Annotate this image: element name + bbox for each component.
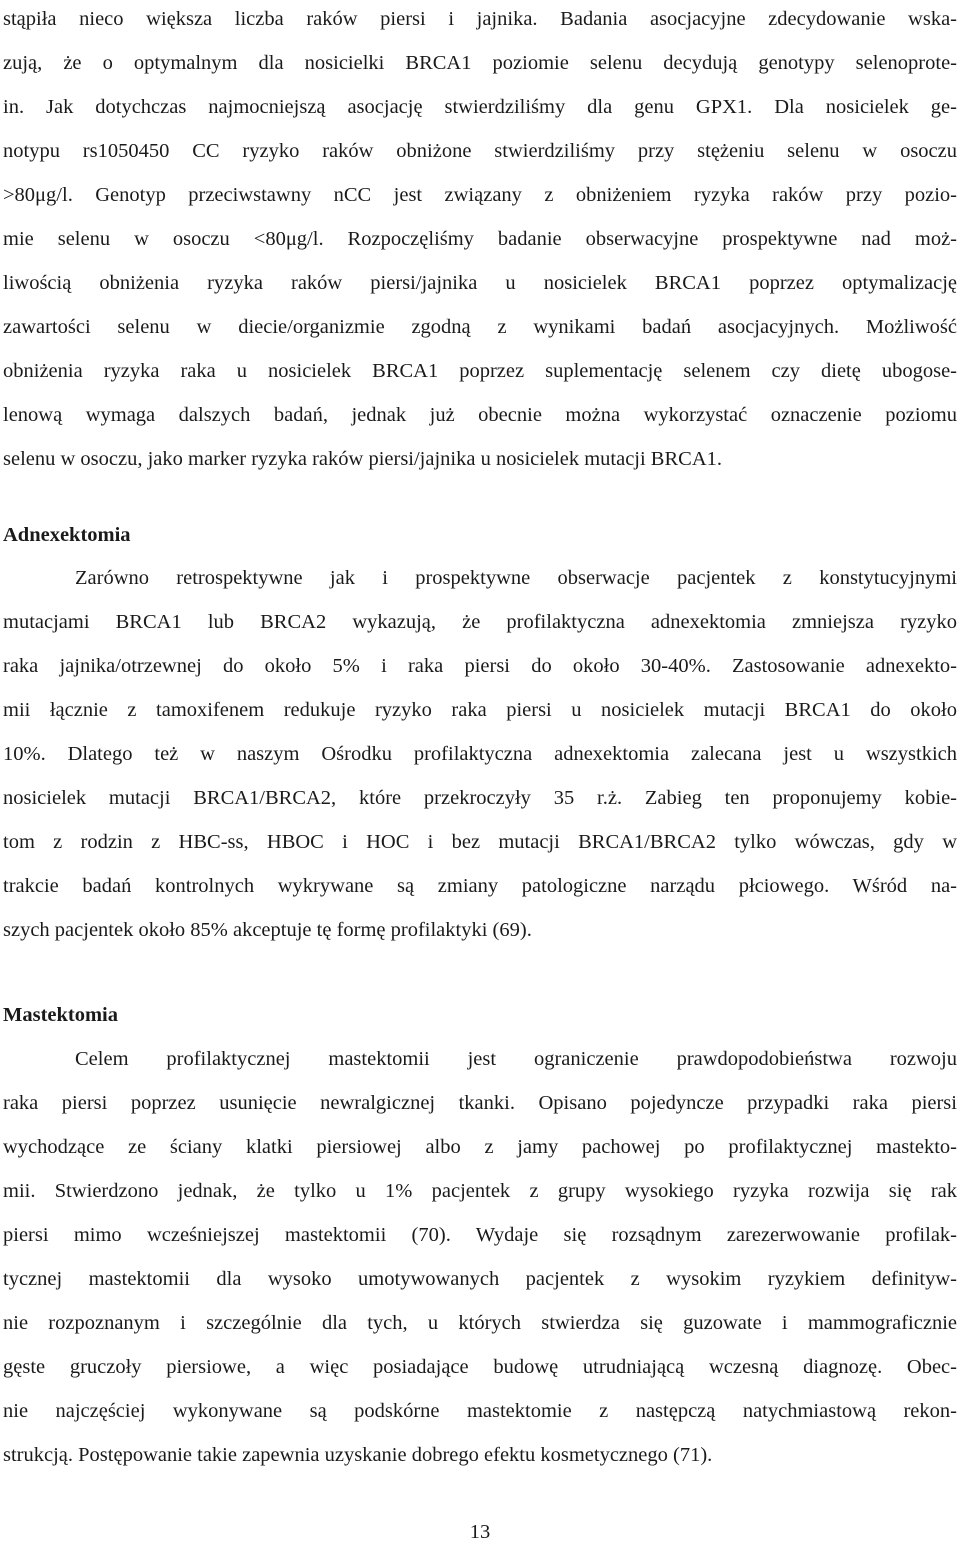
text-line: gęste gruczoły piersiowe, a więc posiadające budowę utrudniającą wczesną diagnozę. Obec- [3, 1356, 957, 1378]
text-line: wychodzące ze ściany klatki piersiowej albo z jamy pachowej po profilaktycznej mastekto- [3, 1136, 957, 1158]
text-line: trakcie badań kontrolnych wykrywane są zmiany patologiczne narządu płciowego. Wśród na- [3, 875, 957, 897]
text-line: in. Jak dotychczas najmocniejszą asocjację stwierdziliśmy dla genu GPX1. Dla nosicielek ge- [3, 96, 957, 118]
text-line: obniżenia ryzyka raka u nosicielek BRCA1 poprzez suplementację selenem czy dietę ubogose- [3, 360, 957, 382]
text-line: stąpiła nieco większa liczba raków piersi i jajnika. Badania asocjacyjne zdecydowanie wska- [3, 8, 957, 30]
section-heading: Mastektomia [3, 1004, 119, 1026]
page-number: 13 [469, 1521, 491, 1543]
text-line: zują, że o optymalnym dla nosicielki BRCA1 poziomie selenu decydują genotypy selenoprote- [3, 52, 957, 74]
text-line: mii łącznie z tamoxifenem redukuje ryzyko raka piersi u nosicielek mutacji BRCA1 do około [3, 699, 957, 721]
text-line: mii. Stwierdzono jednak, że tylko u 1% pacjentek z grupy wysokiego ryzyka rozwija się rak [3, 1180, 957, 1202]
text-line: Celem profilaktycznej mastektomii jest ograniczenie prawdopodobieństwa rozwoju [75, 1048, 957, 1070]
text-line: piersi mimo wcześniejszej mastektomii (70). Wydaje się rozsądnym zarezerwowanie profilak- [3, 1224, 957, 1246]
text-line: Zarówno retrospektywne jak i prospektywne obserwacje pacjentek z konstytucyjnymi [75, 567, 957, 589]
text-line: raka jajnika/otrzewnej do około 5% i raka piersi do około 30-40%. Zastosowanie adnexekto- [3, 655, 957, 677]
text-line: liwością obniżenia ryzyka raków piersi/jajnika u nosicielek BRCA1 poprzez optymalizację [3, 272, 957, 294]
text-line: mie selenu w osoczu <80μg/l. Rozpoczęliśmy badanie obserwacyjne prospektywne nad moż- [3, 228, 957, 250]
text-line: selenu w osoczu, jako marker ryzyka raków piersi/jajnika u nosicielek mutacji BRCA1. [3, 448, 723, 470]
text-line: nie rozpoznanym i szczególnie dla tych, u których stwierdza się guzowate i mammograficznie [3, 1312, 957, 1334]
text-line: zawartości selenu w diecie/organizmie zgodną z wynikami badań asocjacyjnych. Możliwość [3, 316, 957, 338]
text-line: szych pacjentek około 85% akceptuje tę formę profilaktyki (69). [3, 919, 532, 941]
text-line: mutacjami BRCA1 lub BRCA2 wykazują, że profilaktyczna adnexektomia zmniejsza ryzyko [3, 611, 957, 633]
text-line: nosicielek mutacji BRCA1/BRCA2, które przekroczyły 35 r.ż. Zabieg ten proponujemy kobie- [3, 787, 957, 809]
text-line: >80μg/l. Genotyp przeciwstawny nCC jest związany z obniżeniem ryzyka raków przy pozio- [3, 184, 957, 206]
text-line: lenową wymaga dalszych badań, jednak już obecnie można wykorzystać oznaczenie poziomu [3, 404, 957, 426]
text-line: raka piersi poprzez usunięcie newralgicznej tkanki. Opisano pojedyncze przypadki raka piersi [3, 1092, 957, 1114]
text-line: strukcją. Postępowanie takie zapewnia uzyskanie dobrego efektu kosmetycznego (71). [3, 1444, 713, 1466]
text-line: notypu rs1050450 CC ryzyko raków obniżone stwierdziliśmy przy stężeniu selenu w osoczu [3, 140, 957, 162]
text-line: nie najczęściej wykonywane są podskórne mastektomie z następczą natychmiastową rekon- [3, 1400, 957, 1422]
text-line: tycznej mastektomii dla wysoko umotywowanych pacjentek z wysokim ryzykiem definityw- [3, 1268, 957, 1290]
text-line: 10%. Dlatego też w naszym Ośrodku profilaktyczna adnexektomia zalecana jest u wszystkich [3, 743, 957, 765]
section-heading: Adnexektomia [3, 524, 131, 546]
text-line: tom z rodzin z HBC-ss, HBOC i HOC i bez mutacji BRCA1/BRCA2 tylko wówczas, gdy w [3, 831, 957, 853]
